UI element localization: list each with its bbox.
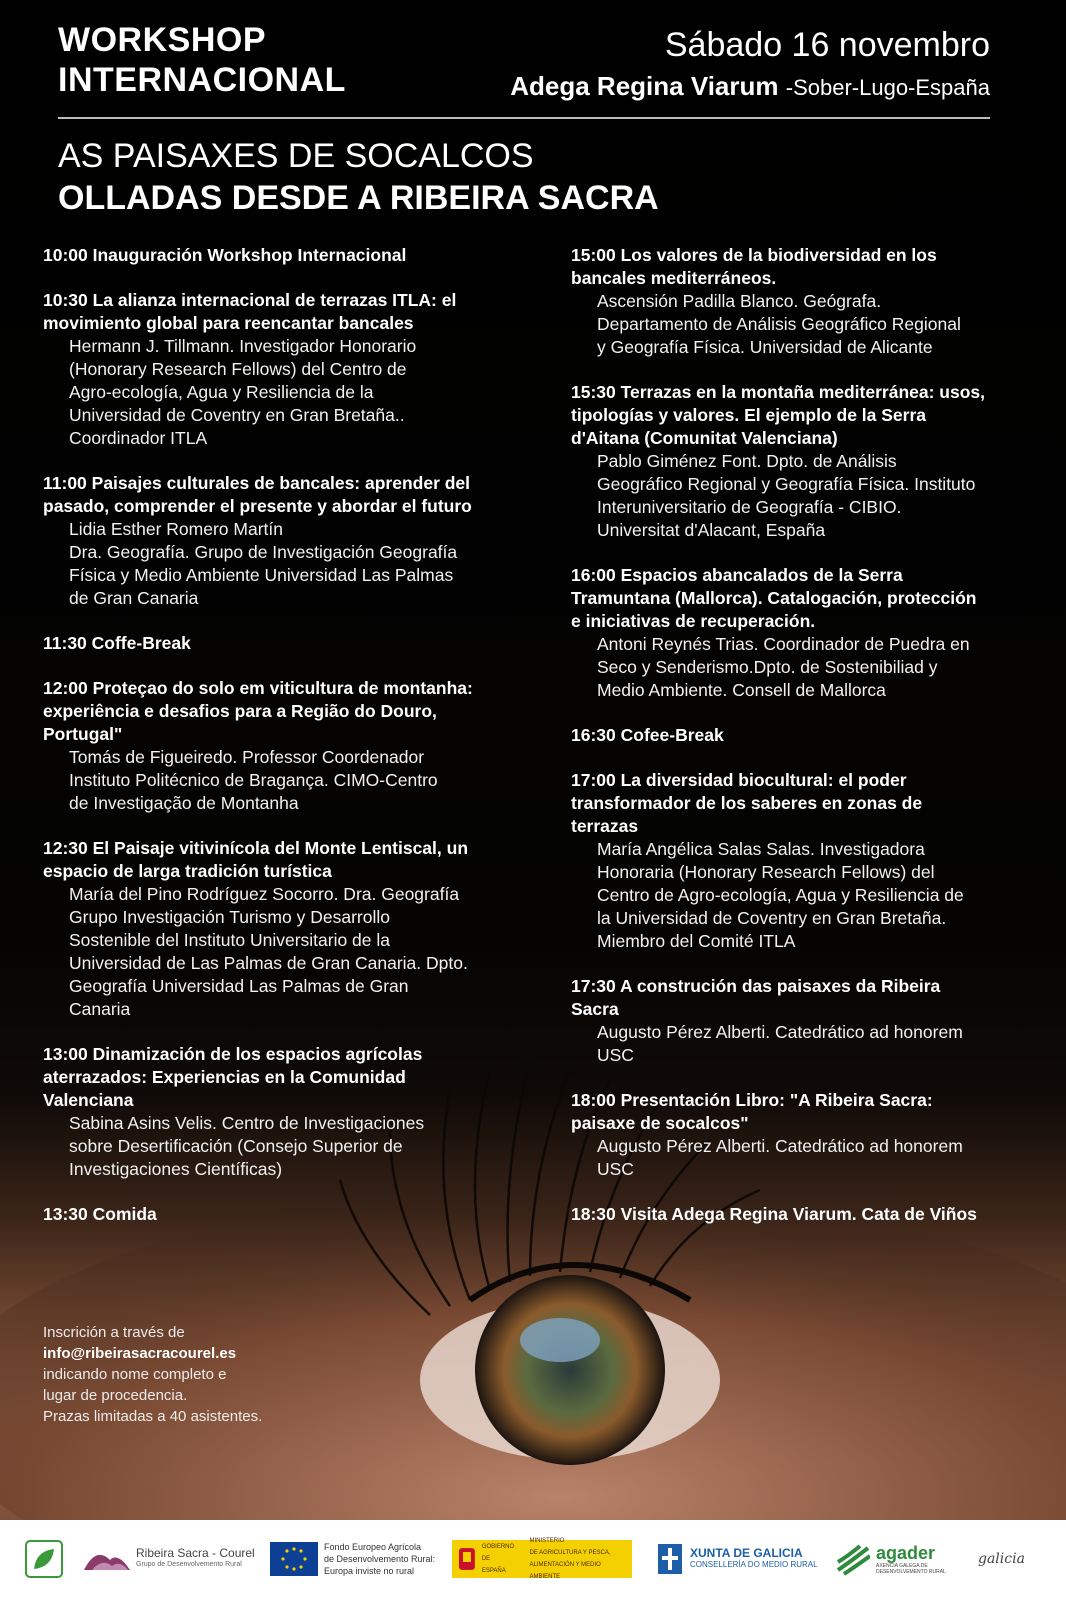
ribeira-logo-name: Ribeira Sacra - Courel — [136, 1546, 255, 1560]
divider — [58, 117, 990, 119]
session-speaker: Augusto Pérez Alberti. Catedrático ad honorem USC — [597, 1136, 963, 1179]
xunta-name: XUNTA DE GALICIA — [690, 1546, 803, 1560]
program-item — [571, 564, 1046, 702]
session-speaker: Tomás de Figueiredo. Professor Coordenador Instituto Politécnico de Bragança. CIMO-Centro de Investigação de Montanha — [69, 747, 438, 813]
leader-logo — [24, 1534, 64, 1584]
session-title: 18:00 Presentación Libro: "A Ribeira Sacra: paisaxe de socalcos" — [571, 1090, 933, 1133]
spain-gov-text: GOBIERNO DE ESPAÑA — [481, 1544, 515, 1574]
session-title: 15:00 Los valores de la biodiversidad en los bancales mediterráneos. — [571, 245, 937, 288]
program-item — [43, 837, 543, 1021]
event-type-line2: INTERNACIONAL — [58, 61, 346, 99]
program-item — [43, 1203, 543, 1226]
eu-feader-logo — [270, 1534, 435, 1584]
date-venue-block — [510, 24, 990, 106]
xunta-galicia-logo — [656, 1534, 818, 1584]
venue-name: Adega Regina Viarum — [510, 71, 779, 101]
session-title: 13:00 Dinamización de los espacios agrícolas aterrazados: Experiencias en la Comunidad Valenciana — [43, 1044, 423, 1110]
poster-title: AS PAISAXES DE SOCALCOS — [58, 137, 534, 175]
registration-details: indicando nome completo e lugar de procedencia. Prazas limitadas a 40 asistentes. — [43, 1366, 263, 1425]
spain-government-logo — [452, 1540, 632, 1578]
session-speaker: Ascensión Padilla Blanco. Geógrafa. Departamento de Análisis Geográfico Regional y Geografía Física. Universidad de Alicante — [597, 291, 961, 357]
mountain-icon — [82, 1544, 132, 1574]
agader-name: agader — [876, 1543, 936, 1563]
sponsor-logos — [0, 1520, 1066, 1599]
program-item — [43, 472, 543, 610]
agader-stripes-icon — [836, 1542, 870, 1576]
session-speaker: Sabina Asins Velis. Centro de Investigaciones sobre Desertificación (Consejo Superior de Investigaciones Científicas) — [69, 1113, 425, 1179]
session-title: 16:30 Cofee-Break — [571, 725, 724, 745]
program-left-column — [43, 244, 543, 1248]
program-item — [571, 724, 1046, 747]
session-title: 10:00 Inauguración Workshop Internacional — [43, 245, 407, 265]
program-item — [43, 632, 543, 655]
eu-flag-icon — [270, 1542, 318, 1576]
program-item — [43, 1043, 543, 1181]
registration-line1: Inscrición a través de — [43, 1324, 185, 1341]
session-speaker: Pablo Giménez Font. Dpto. de Análisis Geográfico Regional y Geografía Física. Instituto Interuniversitario de Geografía - CIBIO. Universitat d'Alacant, España — [597, 451, 976, 540]
session-speaker: Antoni Reynés Trias. Coordinador de Puedra en Seco y Senderismo.Dpto. de Sostenibiliad y Medio Ambiente. Consell de Mallorca — [597, 634, 970, 700]
leaf-icon — [24, 1539, 64, 1579]
registration-info — [43, 1322, 262, 1427]
ribeira-sacra-courel-logo — [82, 1534, 255, 1584]
program-item — [571, 244, 1046, 359]
event-date: Sábado 16 novembro — [664, 26, 990, 64]
program-item — [43, 244, 543, 267]
session-title: 16:00 Espacios abancalados de la Serra Tramuntana (Mallorca). Catalogación, protección e iniciativas de recuperación. — [571, 565, 977, 631]
event-type-line1: WORKSHOP — [58, 21, 266, 59]
xunta-sub: CONSELLERÍA DO MEDIO RURAL — [690, 1560, 818, 1569]
ribeira-logo-sub: Grupo de Desenvolvemento Rural — [136, 1561, 242, 1568]
session-title: 12:00 Proteçao do solo em viticultura de montanha: experiência e desafios para a Região do Douro, Portugal" — [43, 678, 473, 744]
coat-of-arms-icon — [456, 1544, 478, 1574]
session-speaker: Hermann J. Tillmann. Investigador Honorario (Honorary Research Fellows) del Centro de Agro-ecología, Agua y Resiliencia de la Universidad de Coventry en Gran Bretaña.. Coordinador ITLA — [69, 336, 417, 448]
program-item — [571, 975, 1046, 1067]
session-title: 12:30 El Paisaje vitivinícola del Monte Lentiscal, un espacio de larga tradición turística — [43, 838, 469, 881]
agader-logo — [836, 1534, 946, 1584]
session-title: 11:00 Paisajes culturales de bancales: aprender del pasado, comprender el presente y abordar el futuro — [43, 473, 472, 516]
session-title: 18:30 Visita Adega Regina Viarum. Cata de Viños — [571, 1204, 977, 1224]
agader-sub: AXENCIA GALEGA DE DESENVOLVEMENTO RURAL — [876, 1563, 946, 1575]
program-item — [571, 1089, 1046, 1181]
program-item — [43, 289, 543, 450]
session-speaker: María Angélica Salas Salas. Investigadora Honoraria (Honorary Research Fellows) del Centro de Agro-ecología, Agua y Resiliencia de la Universidad de Coventry en Gran Bretaña. Miembro del Comité ITLA — [597, 839, 964, 951]
galicia-wordmark: galicia — [978, 1551, 1025, 1567]
session-speaker: Lidia Esther Romero Martín Dra. Geografía. Grupo de Investigación Geografía Física y Medio Ambiente Universidad Las Palmas de Gran Canaria — [69, 519, 458, 608]
session-speaker: Augusto Pérez Alberti. Catedrático ad honorem USC — [597, 1022, 963, 1065]
event-type-heading — [58, 20, 346, 100]
poster-subtitle: OLLADAS DESDE A RIBEIRA SACRA — [58, 179, 659, 217]
program-right-column — [571, 244, 1046, 1248]
xunta-emblem-icon — [656, 1542, 684, 1576]
venue-place: -Sober-Lugo-España — [785, 75, 990, 100]
session-title: 13:30 Comida — [43, 1204, 157, 1224]
session-title: 10:30 La alianza internacional de terrazas ITLA: el movimiento global para reencantar bancales — [43, 290, 457, 333]
program-item — [571, 1203, 1046, 1226]
session-title: 17:30 A construción das paisaxes da Ribeira Sacra — [571, 976, 941, 1019]
program-item — [571, 769, 1046, 953]
eu-feader-text: Fondo Europeo Agrícola de Desenvolvemento Rural: Europa inviste no rural — [324, 1542, 436, 1576]
session-speaker: María del Pino Rodríguez Socorro. Dra. Geografía Grupo Investigación Turismo y Desarrollo Sostenible del Instituto Universitario de la Universidad de Las Palmas de Gran Canaria. Dpto. Geografía Universidad Las Palmas de Gran Canaria — [69, 884, 468, 1019]
ministry-text: MINISTERIO DE AGRICULTURA Y PESCA, ALIMENTACIÓN Y MEDIO AMBIENTE — [529, 1538, 611, 1580]
galicia-logo — [978, 1534, 1025, 1584]
session-title: 11:30 Coffe-Break — [43, 633, 191, 653]
session-title: 15:30 Terrazas en la montaña mediterránea: usos, tipologías y valores. El ejemplo de la Serra d'Aitana (Comunitat Valenciana) — [571, 382, 986, 448]
registration-email[interactable]: info@ribeirasacracourel.es — [43, 1345, 237, 1362]
session-title: 17:00 La diversidad biocultural: el poder transformador de los saberes en zonas de terrazas — [571, 770, 923, 836]
program-item — [571, 381, 1046, 542]
venue-line — [510, 68, 990, 106]
program-item — [43, 677, 543, 815]
